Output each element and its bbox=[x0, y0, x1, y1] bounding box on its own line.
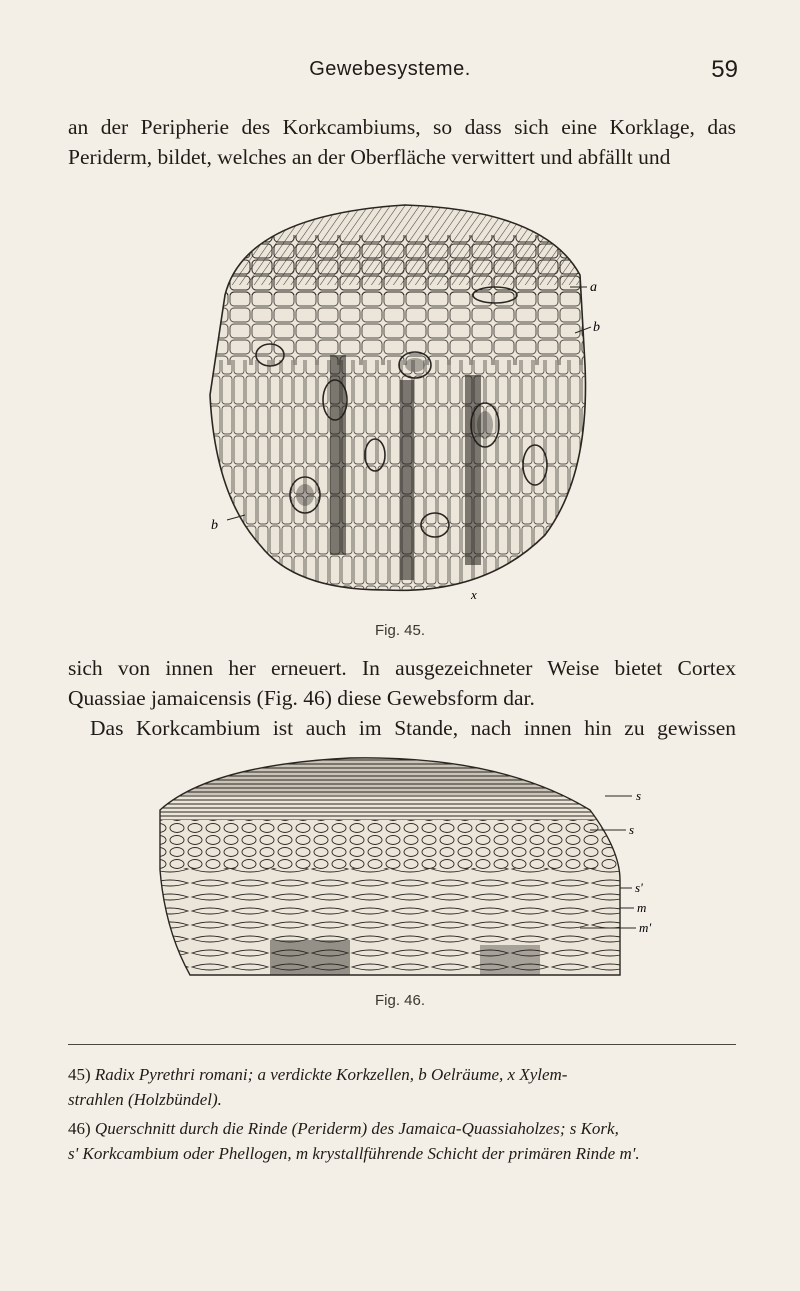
running-title: Gewebesysteme. bbox=[309, 58, 471, 80]
footnote-46-text-line2: s' Korkcambium oder Phellogen, m krystallführende Schicht der primären Rinde m'. bbox=[68, 1144, 640, 1163]
figure-46-label-s-prime: s' bbox=[635, 880, 643, 895]
footnote-45-number: 45) bbox=[68, 1065, 91, 1084]
figure-45 bbox=[185, 195, 625, 615]
figure-45-tissue bbox=[185, 195, 625, 615]
figure-46-label-s1: s bbox=[636, 788, 642, 803]
paragraph-line: Periderm, bildet, welches an der Oberfläche verwittert und abfällt und bbox=[68, 145, 671, 169]
figure-45-label-b-right: b bbox=[593, 320, 600, 335]
paragraph-line: an der Peripherie des Korkcambiums, so dass sich eine Korklage, das bbox=[68, 115, 736, 139]
paragraph-cortex-quassiae bbox=[68, 653, 736, 743]
figure-46 bbox=[150, 750, 670, 980]
figure-45-label-a: a bbox=[590, 280, 597, 295]
figure-45-label-x: x bbox=[471, 587, 477, 602]
footnote-45 bbox=[68, 1062, 736, 1112]
footnote-46-text-line1: Querschnitt durch die Rinde (Periderm) des Jamaica-Quassiaholzes; s Kork, bbox=[94, 1119, 619, 1138]
footnote-divider bbox=[68, 1044, 736, 1045]
paragraph-line: Das Korkcambium ist auch im Stande, nach innen hin zu gewissen bbox=[90, 716, 736, 740]
running-head bbox=[0, 56, 800, 86]
figure-45-caption: Fig. 45. bbox=[374, 622, 426, 639]
paragraph-line: sich von innen her erneuert. In ausgezeichneter Weise bietet Cortex bbox=[68, 656, 736, 680]
footnote-46-number: 46) bbox=[68, 1119, 91, 1138]
page-number: 59 bbox=[711, 56, 738, 83]
figure-46-caption: Fig. 46. bbox=[374, 992, 426, 1009]
figure-46-label-m: m bbox=[637, 900, 647, 915]
footnote-45-text-line1: Radix Pyrethri romani; a verdickte Korkzellen, b Oelräume, x Xylem- bbox=[94, 1065, 568, 1084]
footnote-46 bbox=[68, 1116, 736, 1166]
paragraph-line: Quassiae jamaicensis (Fig. 46) diese Gewebsform dar. bbox=[68, 686, 535, 710]
figure-46-illustration bbox=[150, 750, 670, 980]
figure-45-label-b-left: b bbox=[211, 518, 218, 533]
footnote-45-text-line2: strahlen (Holzbündel). bbox=[68, 1090, 222, 1109]
paragraph-periderm bbox=[68, 112, 736, 172]
footnotes bbox=[68, 1062, 736, 1168]
figure-46-label-m-prime: m' bbox=[639, 920, 652, 935]
figure-45-illustration bbox=[185, 195, 625, 615]
figure-46-tissue bbox=[150, 750, 670, 980]
figure-46-label-s2: s bbox=[629, 822, 635, 837]
